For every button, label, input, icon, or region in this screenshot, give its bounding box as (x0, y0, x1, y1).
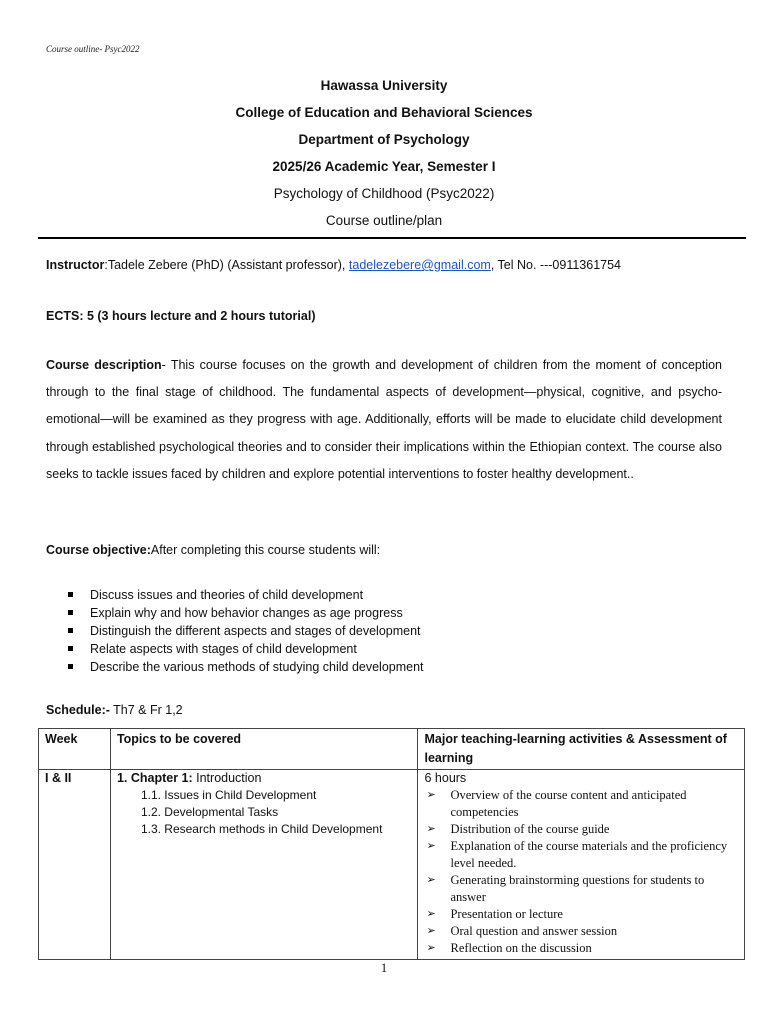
page-number: 1 (380, 961, 388, 975)
course-description (46, 352, 722, 488)
department-name: Department of Psychology (298, 132, 470, 147)
table-row (39, 770, 745, 960)
objective-item: Explain why and how behavior changes as age progress (66, 604, 424, 622)
activity-item (424, 906, 738, 923)
university-name: Hawassa University (320, 78, 448, 93)
schedule-line (46, 703, 183, 717)
arrow-bullet-icon: ➢ (426, 840, 436, 852)
header-divider (38, 237, 746, 239)
header-week: Week (39, 729, 111, 770)
objective-intro: After completing this course students will: (150, 543, 381, 557)
table-header-row (39, 729, 745, 770)
objective-item: Discuss issues and theories of child development (66, 586, 424, 604)
activity-item (424, 872, 738, 906)
header-activities: Major teaching-learning activities & Assessment of learning (418, 729, 745, 770)
week-cell: I & II (39, 770, 111, 960)
subtopic-list (117, 787, 412, 838)
description-label: Course description (46, 358, 162, 372)
academic-year: 2025/26 Academic Year, Semester I (272, 159, 496, 174)
arrow-bullet-icon: ➢ (426, 908, 436, 920)
instructor-name: :Tadele Zebere (PhD) (Assistant professor), (104, 258, 349, 272)
description-text: - This course focuses on the growth and development of children from the moment of conception through to the final stage of childhood. The fundamental aspects of development—physical, cognitive, and psycho-emotional—will be examined as they progress with age. Additionally, efforts will be made to elucidate child development through established psychological theories and to consider their implications within the Ethiopian context. The course also seeks to tackle issues faced by children and explore potential interventions to foster healthy development.. (46, 358, 722, 481)
objective-item: Describe the various methods of studying child development (66, 658, 424, 676)
schedule-value: Th7 & Fr 1,2 (109, 703, 183, 717)
arrow-bullet-icon: ➢ (426, 789, 436, 801)
activity-list (424, 787, 738, 957)
course-name: Psychology of Childhood (Psyc2022) (273, 186, 495, 201)
schedule-table (38, 728, 745, 960)
arrow-bullet-icon: ➢ (426, 823, 436, 835)
topics-cell (110, 770, 418, 960)
instructor-label: Instructor (46, 258, 105, 272)
activity-text: Overview of the course content and anticipated competencies (450, 788, 687, 819)
arrow-bullet-icon: ➢ (426, 925, 436, 937)
activity-item (424, 787, 738, 821)
activities-cell (418, 770, 745, 960)
activity-item (424, 923, 738, 940)
activity-item (424, 940, 738, 957)
subtopic-item: 1.3. Research methods in Child Development (140, 822, 383, 836)
arrow-bullet-icon: ➢ (426, 874, 436, 886)
activity-text: Reflection on the discussion (450, 941, 592, 955)
objective-label: Course objective: (46, 543, 151, 557)
running-header: Course outline- Psyc2022 (46, 44, 140, 54)
hours-label: 6 hours (424, 771, 467, 785)
ects-line: ECTS: 5 (3 hours lecture and 2 hours tutorial) (46, 309, 316, 323)
activity-text: Oral question and answer session (450, 924, 618, 938)
college-name: College of Education and Behavioral Sciences (235, 105, 533, 120)
objective-item: Relate aspects with stages of child development (66, 640, 424, 658)
instructor-email-link[interactable]: tadelezebere@gmail.com (348, 258, 491, 272)
objective-list (66, 586, 424, 676)
instructor-tel: , Tel No. ---0911361754 (490, 258, 622, 272)
header-topics: Topics to be covered (110, 729, 418, 770)
chapter-label: 1. Chapter 1: (116, 771, 193, 785)
activity-text: Distribution of the course guide (450, 822, 610, 836)
chapter-title: Introduction (192, 771, 262, 785)
activity-text: Generating brainstorming questions for students to answer (450, 873, 705, 904)
objective-item: Distinguish the different aspects and stages of development (66, 622, 424, 640)
course-objective (46, 543, 380, 557)
instructor-line (46, 258, 621, 272)
title-block (0, 74, 768, 236)
document-type: Course outline/plan (325, 213, 443, 228)
schedule-label: Schedule:- (46, 703, 110, 717)
arrow-bullet-icon: ➢ (426, 942, 436, 954)
activity-text: Presentation or lecture (450, 907, 563, 921)
subtopic-item: 1.2. Developmental Tasks (140, 805, 279, 819)
activity-item (424, 821, 738, 838)
subtopic-item: 1.1. Issues in Child Development (140, 788, 317, 802)
activity-item (424, 838, 738, 872)
activity-text: Explanation of the course materials and the proficiency level needed. (450, 839, 728, 870)
